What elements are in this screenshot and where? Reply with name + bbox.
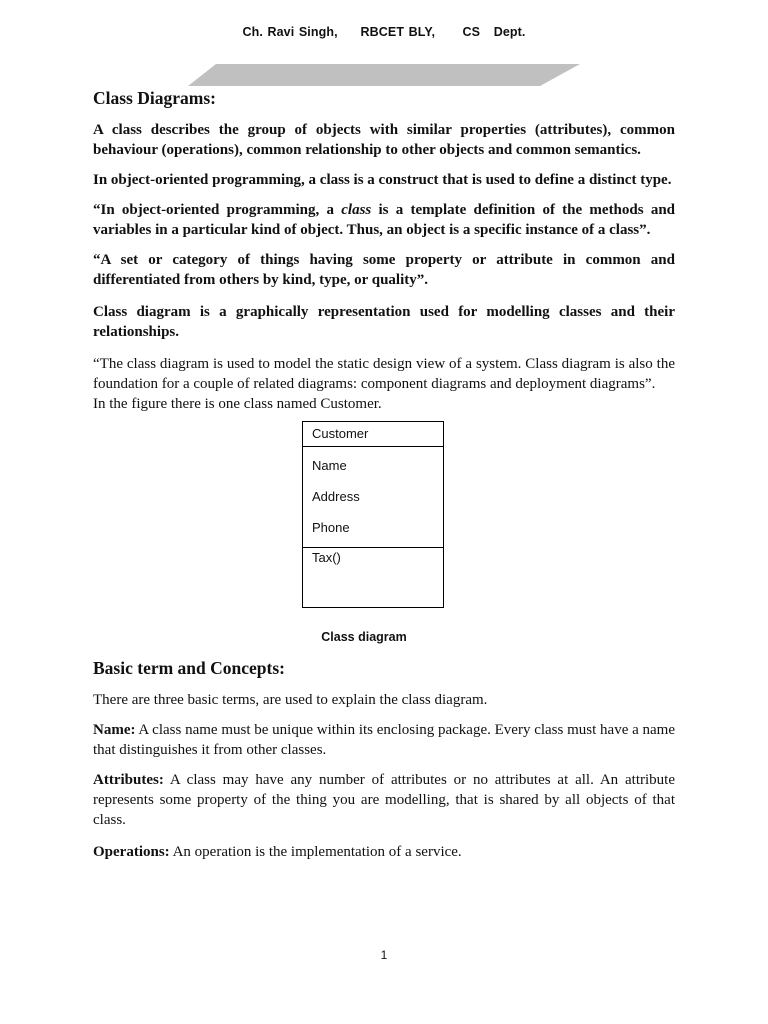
header-banner-shape [188, 64, 580, 86]
term-operations-paragraph: Operations: An operation is the implementation of a service. [93, 844, 462, 860]
attribute-name: Name [312, 458, 347, 473]
term-attributes-label: Attributes: [93, 772, 164, 788]
term-name-label: Name: [93, 722, 136, 738]
italic-class-word: class [341, 202, 372, 218]
attributes-compartment [303, 447, 443, 548]
term-name-paragraph: Name: A class name must be unique within its enclosing package. Every class must have a name that distinguishes it from other classes. [93, 722, 675, 758]
header-dept: CS Dept. [462, 25, 526, 39]
header-author: Ch. Ravi Singh, [242, 25, 338, 39]
attribute-address: Address [312, 489, 360, 504]
page-header [0, 25, 768, 39]
definition-paragraph-5: Class diagram is a graphically representation used for modelling classes and their relationships. [93, 304, 675, 340]
operation-tax: Tax() [312, 550, 341, 565]
section-title-class-diagrams: Class Diagrams: [93, 88, 216, 108]
definition-paragraph-3: “In object-oriented programming, a class is a template definition of the methods and variables in a particular kind of object. Thus, an object is a specific instance of a class”. [93, 202, 676, 238]
diagram-caption: Class diagram [321, 630, 407, 644]
class-name-compartment: Customer [303, 422, 443, 447]
section-title-basic-terms: Basic term and Concepts: [93, 658, 285, 678]
attribute-phone: Phone [312, 520, 350, 535]
page-content [93, 86, 675, 862]
operations-compartment [303, 548, 443, 607]
definition-paragraph-4: “A set or category of things having some property or attribute in common and differentiated from others by kind, type, or quality”. [93, 252, 675, 288]
term-operations-label: Operations: [93, 844, 170, 860]
term-attributes-paragraph: Attributes: A class may have any number of attributes or no attributes at all. An attribute represents some property of the thing you are modelling, that is shared by all objects of that class. [93, 772, 675, 828]
figure-intro-text: In the figure there is one class named Customer. [93, 396, 382, 412]
definition-paragraph-1: A class describes the group of objects with similar properties (attributes), common behaviour (operations), common relationship to other objects and common semantics. [93, 122, 675, 158]
class-diagram-quote: “The class diagram is used to model the static design view of a system. Class diagram is also the foundation for a couple of related diagrams: component diagrams and deployment diagrams”. [93, 356, 675, 392]
customer-class-box [302, 421, 444, 608]
definition-paragraph-2: In object-oriented programming, a class is a construct that is used to define a distinct type. [93, 172, 672, 188]
header-college: RBCET BLY, [360, 25, 436, 39]
basic-terms-intro: There are three basic terms, are used to explain the class diagram. [93, 692, 488, 708]
page-number: 1 [380, 948, 388, 962]
